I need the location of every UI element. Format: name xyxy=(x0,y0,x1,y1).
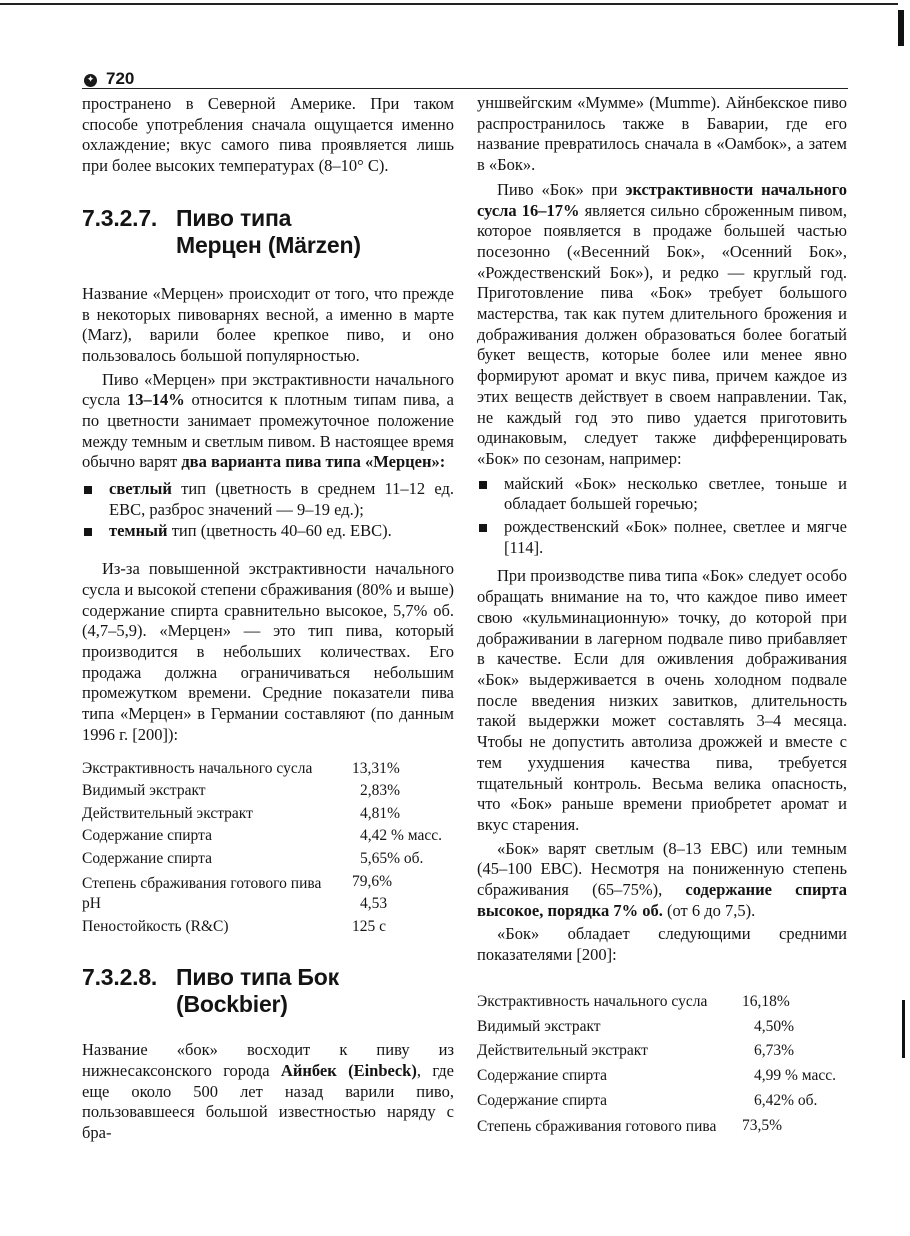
table-row: pH 4,53 xyxy=(82,895,388,913)
scan-border-top xyxy=(0,3,898,5)
left-column xyxy=(82,94,454,1144)
table-row: Содержание спирта 6,42% об. xyxy=(477,1092,818,1110)
paragraph: Название «бок» восходит к пиву из нижнесаксонского города Айнбек (Einbeck), где еще около 500 лет назад варили пиво, пользовавшееся большой известностью наряду с бра- xyxy=(82,1040,454,1143)
paragraph: Пиво «Мерцен» при экстрактивности начального сусла 13–14% относится к плотным типам пива, а по цветности занимает промежуточное положение между темным и светлым пивом. В настоящее время обычно варят два варианта пива типа «Мерцен»: xyxy=(82,369,454,472)
table-row: Степень сбраживания готового пива 79,6% xyxy=(82,872,393,892)
table-row: Экстрактивность начального сусла 16,18% xyxy=(477,992,790,1010)
paragraph: Название «Мерцен» происходит от того, что прежде в некоторых пивоварнях весной, а именно в марте (Marz), варили более крепкое пиво, и оно пользовалось большой популярностью. xyxy=(82,283,454,365)
section-heading-bock xyxy=(82,964,454,991)
page-number: 720 xyxy=(106,69,135,88)
scan-border-right-lower xyxy=(902,1000,905,1058)
scan-border-right xyxy=(898,10,904,46)
list-item: рождественский «Бок» полнее, светлее и мягче [114]. xyxy=(477,517,847,558)
marzen-parameters-table xyxy=(82,758,442,939)
bock-parameters-table xyxy=(477,990,836,1139)
bullet-square-icon xyxy=(84,528,92,536)
page-header xyxy=(82,68,848,90)
table-row: Видимый экстракт 4,50% xyxy=(477,1017,795,1035)
bullet-list xyxy=(82,479,454,541)
header-rule xyxy=(82,88,848,89)
bullet-square-icon xyxy=(479,524,487,532)
table-row: Содержание спирта 5,65% об. xyxy=(82,849,424,867)
section-title-line1: Пиво типа Бок xyxy=(176,964,339,991)
section-title-line2: (Bockbier) xyxy=(176,991,288,1018)
table-row: Содержание спирта 4,99 % масс. xyxy=(477,1067,837,1085)
section-number: 7.3.2.8. xyxy=(82,964,158,991)
section-heading-marzen xyxy=(82,205,454,232)
table-row: Пеностойкость (R&C) 125 с xyxy=(82,917,387,935)
table-row: Действительный экстракт 4,81% xyxy=(82,804,401,822)
paragraph: «Бок» варят светлым (8–13 EBC) или темным (45–100 EBC). Несмотря на пониженную степень сбраживания (65–75%), содержание спирта высокое, порядка 7% об. (от 6 до 7,5). xyxy=(477,838,847,920)
paragraph-continuation: уншвейгским «Мумме» (Mumme). Айнбекское пиво распространилось также в Баварии, где его название превратилось сначала в «Оамбок», а затем в «Бок». xyxy=(477,93,847,175)
table-row: Действительный экстракт 6,73% xyxy=(477,1042,795,1060)
right-column xyxy=(477,93,847,1139)
paragraph: Из-за повышенной экстрактивности начального сусла и высокой степени сбраживания (80% и выше) содержание спирта сравнительно высокое, 5,7% об. (4,7–5,9). «Мерцен» — это тип пива, который производится в небольших количествах. Его продажа должна ограничиваться небольшим промежутком времени. Средние показатели пива типа «Мерцен» в Германии составляют (по данным 1996 г. [200]): xyxy=(82,559,454,744)
list-item: светлый тип (цветность в среднем 11–12 ед. EBC, разброс значений — 9–19 ед.); xyxy=(82,479,454,520)
section-number: 7.3.2.7. xyxy=(82,204,158,231)
paragraph-continuation: пространено в Северной Америке. При таком способе употребления сначала ощущается именно охлаждение; вкус самого пива проявляется лишь при более высоких температурах (8–10° С). xyxy=(82,94,454,176)
table-row: Экстрактивность начального сусла 13,31% xyxy=(82,759,400,777)
bullet-list xyxy=(477,474,847,559)
bullet-square-icon xyxy=(84,486,92,494)
table-row: Степень сбраживания готового пива 73,5% xyxy=(477,1116,783,1135)
paragraph: «Бок» обладает следующими средними показателями [200]: xyxy=(477,924,847,965)
list-item: майский «Бок» несколько светлее, тоньше и обладает большей горечью; xyxy=(477,474,847,515)
section-title-line1: Пиво типа xyxy=(176,204,292,231)
list-item: темный тип (цветность 40–60 ед. EBC). xyxy=(82,521,454,542)
chapter-ornament-icon: ✦ xyxy=(84,74,97,87)
bullet-square-icon xyxy=(479,481,487,489)
table-row: Видимый экстракт 2,83% xyxy=(82,782,401,800)
table-row: Содержание спирта 4,42 % масс. xyxy=(82,827,443,845)
paragraph: При производстве пива типа «Бок» следует особо обращать внимание на то, что каждое пиво имеет свою «кульминационную» точку, до которой при дображивании в лагерном подвале пиво прибавляет в качестве. Если для оживления дображивания «Бок» выдерживается в очень холодном подвале после введения низких завитков, длительность такой выдержки может составлять 3–4 месяца. Чтобы не допустить автолиза дрожжей и вместе с тем ухудшения качества пива, требуется тщательный контроль. Весьма велика опасность, что «Бок» раньше времени приобретет аромат и вкус старения. xyxy=(477,566,847,834)
paragraph: Пиво «Бок» при экстрактивности начального сусла 16–17% является сильно сброженным пивом, которое появляется в продаже большей частью посезонно («Весенний Бок», «Осенний Бок», «Рождественский Бок»), и редко — круглый год. Приготовление пива «Бок» требует большого мастерства, так как путем длительного брожения и дображивания должен образоваться более богатый букет веществ, которые более или менее явно формируют аромат и вкус пива, причем каждое из этих веществ действует в своем направлении. Так, не каждый год это пиво удается приготовить одинаковым, следует также дифференцировать «Бок» по сезонам, например: xyxy=(477,179,848,468)
section-title-line2: Мерцен (Märzen) xyxy=(176,231,361,258)
